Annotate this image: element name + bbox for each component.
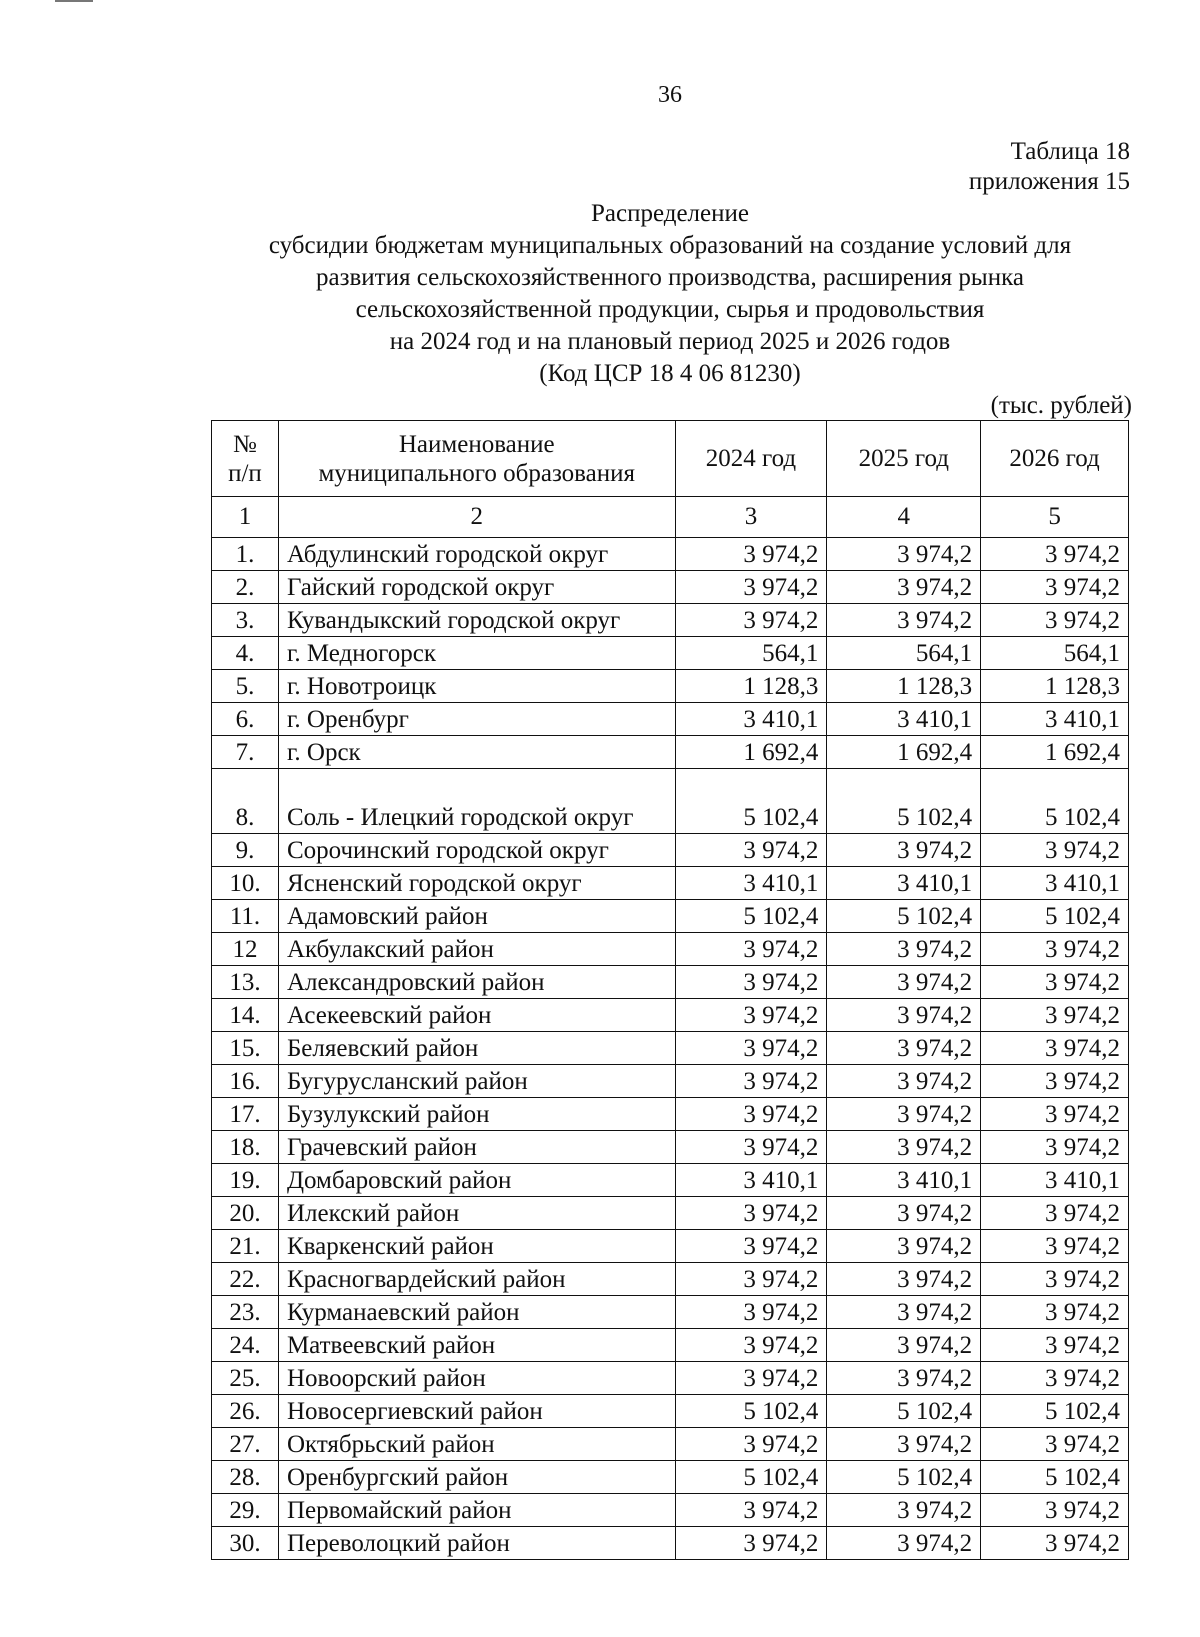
table-row [212, 834, 1129, 867]
value-2026: 3 974,2 [981, 1329, 1129, 1362]
value-2025: 5 102,4 [827, 769, 981, 834]
municipality-name: г. Новотроицк [278, 670, 675, 703]
municipality-name: Первомайский район [278, 1494, 675, 1527]
value-2024: 5 102,4 [675, 769, 827, 834]
value-2025: 5 102,4 [827, 900, 981, 933]
table-row [212, 966, 1129, 999]
value-2025: 3 974,2 [827, 933, 981, 966]
value-2024: 3 974,2 [675, 1527, 827, 1560]
municipality-name: Гайский городской округ [278, 571, 675, 604]
table-row [212, 900, 1129, 933]
municipality-name: Красногвардейский район [278, 1263, 675, 1296]
header-name: Наименование муниципального образования [278, 421, 675, 497]
page-number: 36 [658, 82, 682, 108]
row-number: 22. [212, 1263, 279, 1296]
title-line: сельскохозяйственной продукции, сырья и продовольствия [355, 296, 985, 323]
title-line: развития сельскохозяйственного производства, расширения рынка [316, 264, 1024, 291]
value-2026: 5 102,4 [981, 1395, 1129, 1428]
value-2024: 3 974,2 [675, 1362, 827, 1395]
value-2025: 3 410,1 [827, 703, 981, 736]
row-number: 19. [212, 1164, 279, 1197]
value-2024: 5 102,4 [675, 1395, 827, 1428]
column-number: 4 [827, 497, 981, 538]
row-number: 21. [212, 1230, 279, 1263]
row-number: 16. [212, 1065, 279, 1098]
value-2026: 1 128,3 [981, 670, 1129, 703]
value-2024: 3 974,2 [675, 1494, 827, 1527]
value-2026: 3 974,2 [981, 1098, 1129, 1131]
value-2026: 5 102,4 [981, 900, 1129, 933]
value-2026: 3 974,2 [981, 604, 1129, 637]
header-row [212, 421, 1129, 497]
value-2024: 3 974,2 [675, 1230, 827, 1263]
row-number: 3. [212, 604, 279, 637]
value-2026: 3 410,1 [981, 867, 1129, 900]
municipality-name: Бузулукский район [278, 1098, 675, 1131]
value-2024: 3 410,1 [675, 867, 827, 900]
row-number: 30. [212, 1527, 279, 1560]
row-number: 17. [212, 1098, 279, 1131]
value-2026: 3 410,1 [981, 1164, 1129, 1197]
row-number: 6. [212, 703, 279, 736]
value-2026: 3 974,2 [981, 1263, 1129, 1296]
municipality-name: Адамовский район [278, 900, 675, 933]
column-number: 3 [675, 497, 827, 538]
value-2025: 3 974,2 [827, 1065, 981, 1098]
column-number: 1 [212, 497, 279, 538]
value-2026: 3 974,2 [981, 1197, 1129, 1230]
value-2025: 3 974,2 [827, 1197, 981, 1230]
row-number: 15. [212, 1032, 279, 1065]
value-2025: 3 974,2 [827, 604, 981, 637]
header-2024: 2024 год [675, 421, 827, 497]
municipality-name: Абдулинский городской округ [278, 538, 675, 571]
header-no: № п/п [212, 421, 279, 497]
municipality-name: Домбаровский район [278, 1164, 675, 1197]
value-2025: 5 102,4 [827, 1395, 981, 1428]
value-2026: 5 102,4 [981, 769, 1129, 834]
table-row [212, 1461, 1129, 1494]
value-2024: 3 974,2 [675, 1098, 827, 1131]
table-row [212, 1032, 1129, 1065]
value-2024: 1 692,4 [675, 736, 827, 769]
value-2025: 3 974,2 [827, 1032, 981, 1065]
value-2024: 3 974,2 [675, 966, 827, 999]
header-2026: 2026 год [981, 421, 1129, 497]
value-2024: 3 974,2 [675, 1263, 827, 1296]
municipality-name: Александровский район [278, 966, 675, 999]
municipality-name: Акбулакский район [278, 933, 675, 966]
subsidy-table [211, 420, 1129, 1560]
value-2024: 3 974,2 [675, 1329, 827, 1362]
value-2024: 5 102,4 [675, 1461, 827, 1494]
municipality-name: г. Медногорск [278, 637, 675, 670]
table-row [212, 1230, 1129, 1263]
table-row [212, 538, 1129, 571]
value-2025: 3 974,2 [827, 834, 981, 867]
municipality-name: Грачевский район [278, 1131, 675, 1164]
municipality-name: г. Орск [278, 736, 675, 769]
row-number: 13. [212, 966, 279, 999]
column-number: 5 [981, 497, 1129, 538]
value-2024: 3 410,1 [675, 703, 827, 736]
column-number-row [212, 497, 1129, 538]
value-2026: 3 974,2 [981, 1065, 1129, 1098]
value-2026: 3 974,2 [981, 1296, 1129, 1329]
table-row [212, 769, 1129, 834]
value-2025: 564,1 [827, 637, 981, 670]
row-number: 29. [212, 1494, 279, 1527]
value-2025: 3 410,1 [827, 1164, 981, 1197]
municipality-name: Асекеевский район [278, 999, 675, 1032]
value-2024: 3 974,2 [675, 538, 827, 571]
value-2026: 3 974,2 [981, 1131, 1129, 1164]
row-number: 28. [212, 1461, 279, 1494]
value-2025: 3 974,2 [827, 538, 981, 571]
municipality-name: Илекский район [278, 1197, 675, 1230]
row-number: 14. [212, 999, 279, 1032]
value-2026: 3 974,2 [981, 966, 1129, 999]
title-line: (Код ЦСР 18 4 06 81230) [539, 360, 801, 387]
value-2024: 5 102,4 [675, 900, 827, 933]
value-2025: 3 974,2 [827, 1263, 981, 1296]
municipality-name: Соль - Илецкий городской округ [278, 769, 675, 834]
table-row [212, 1296, 1129, 1329]
row-number: 5. [212, 670, 279, 703]
value-2026: 3 974,2 [981, 1527, 1129, 1560]
value-2024: 3 974,2 [675, 571, 827, 604]
row-number: 4. [212, 637, 279, 670]
value-2025: 3 974,2 [827, 1494, 981, 1527]
title-line: субсидии бюджетам муниципальных образований на создание условий для [268, 232, 1072, 259]
row-number: 8. [212, 769, 279, 834]
document-title [200, 198, 1140, 390]
value-2025: 3 974,2 [827, 1098, 981, 1131]
table-row [212, 1263, 1129, 1296]
value-2026: 3 974,2 [981, 1494, 1129, 1527]
value-2026: 3 974,2 [981, 1230, 1129, 1263]
table-row [212, 933, 1129, 966]
value-2024: 3 974,2 [675, 1032, 827, 1065]
value-2026: 3 974,2 [981, 1362, 1129, 1395]
municipality-name: Кувандыкский городской округ [278, 604, 675, 637]
value-2026: 5 102,4 [981, 1461, 1129, 1494]
municipality-name: Новоорский район [278, 1362, 675, 1395]
row-number: 2. [212, 571, 279, 604]
table-row [212, 670, 1129, 703]
value-2026: 3 974,2 [981, 1032, 1129, 1065]
value-2024: 1 128,3 [675, 670, 827, 703]
units-label: (тыс. рублей) [990, 392, 1132, 419]
table-row [212, 637, 1129, 670]
value-2026: 564,1 [981, 637, 1129, 670]
row-number: 9. [212, 834, 279, 867]
scan-artifact [55, 0, 93, 2]
table-row [212, 1197, 1129, 1230]
table-row [212, 867, 1129, 900]
value-2025: 3 974,2 [827, 966, 981, 999]
appendix-label: приложения 15 [968, 168, 1130, 195]
table-row [212, 571, 1129, 604]
row-number: 11. [212, 900, 279, 933]
value-2024: 3 974,2 [675, 1197, 827, 1230]
municipality-name: Беляевский район [278, 1032, 675, 1065]
value-2025: 3 974,2 [827, 1230, 981, 1263]
municipality-name: Кваркенский район [278, 1230, 675, 1263]
value-2025: 3 974,2 [827, 1527, 981, 1560]
municipality-name: Курманаевский район [278, 1296, 675, 1329]
value-2026: 3 974,2 [981, 834, 1129, 867]
value-2025: 3 974,2 [827, 1428, 981, 1461]
column-number: 2 [278, 497, 675, 538]
value-2025: 3 974,2 [827, 1329, 981, 1362]
table-row [212, 1428, 1129, 1461]
value-2025: 3 974,2 [827, 1362, 981, 1395]
table-row [212, 1527, 1129, 1560]
value-2024: 3 974,2 [675, 999, 827, 1032]
table-label: Таблица 18 [1010, 138, 1130, 165]
table-row [212, 736, 1129, 769]
table-row [212, 1065, 1129, 1098]
row-number: 26. [212, 1395, 279, 1428]
table-row [212, 999, 1129, 1032]
row-number: 24. [212, 1329, 279, 1362]
municipality-name: Матвеевский район [278, 1329, 675, 1362]
row-number: 7. [212, 736, 279, 769]
municipality-name: г. Оренбург [278, 703, 675, 736]
table-row [212, 703, 1129, 736]
value-2024: 3 974,2 [675, 933, 827, 966]
table-row [212, 604, 1129, 637]
table-row [212, 1494, 1129, 1527]
value-2025: 3 974,2 [827, 1131, 981, 1164]
title-line: на 2024 год и на плановый период 2025 и 2026 годов [389, 328, 951, 355]
row-number: 25. [212, 1362, 279, 1395]
row-number: 12 [212, 933, 279, 966]
value-2025: 5 102,4 [827, 1461, 981, 1494]
table-row [212, 1098, 1129, 1131]
value-2024: 3 974,2 [675, 604, 827, 637]
municipality-name: Бугурусланский район [278, 1065, 675, 1098]
row-number: 1. [212, 538, 279, 571]
municipality-name: Октябрьский район [278, 1428, 675, 1461]
value-2024: 3 974,2 [675, 1296, 827, 1329]
value-2026: 3 410,1 [981, 703, 1129, 736]
municipality-name: Оренбургский район [278, 1461, 675, 1494]
table-row [212, 1329, 1129, 1362]
value-2025: 1 128,3 [827, 670, 981, 703]
row-number: 18. [212, 1131, 279, 1164]
value-2024: 3 974,2 [675, 834, 827, 867]
municipality-name: Сорочинский городской округ [278, 834, 675, 867]
municipality-name: Ясненский городской округ [278, 867, 675, 900]
value-2026: 3 974,2 [981, 933, 1129, 966]
table-row [212, 1362, 1129, 1395]
value-2025: 1 692,4 [827, 736, 981, 769]
table-row [212, 1131, 1129, 1164]
value-2026: 3 974,2 [981, 999, 1129, 1032]
value-2026: 1 692,4 [981, 736, 1129, 769]
value-2024: 3 410,1 [675, 1164, 827, 1197]
value-2026: 3 974,2 [981, 1428, 1129, 1461]
value-2026: 3 974,2 [981, 538, 1129, 571]
value-2025: 3 974,2 [827, 1296, 981, 1329]
table-row [212, 1395, 1129, 1428]
value-2026: 3 974,2 [981, 571, 1129, 604]
value-2025: 3 410,1 [827, 867, 981, 900]
value-2024: 3 974,2 [675, 1428, 827, 1461]
row-number: 10. [212, 867, 279, 900]
value-2025: 3 974,2 [827, 999, 981, 1032]
row-number: 20. [212, 1197, 279, 1230]
row-number: 23. [212, 1296, 279, 1329]
table-row [212, 1164, 1129, 1197]
municipality-name: Новосергиевский район [278, 1395, 675, 1428]
value-2024: 3 974,2 [675, 1131, 827, 1164]
title-line: Распределение [591, 200, 749, 227]
value-2024: 564,1 [675, 637, 827, 670]
municipality-name: Переволоцкий район [278, 1527, 675, 1560]
value-2025: 3 974,2 [827, 571, 981, 604]
value-2024: 3 974,2 [675, 1065, 827, 1098]
header-2025: 2025 год [827, 421, 981, 497]
row-number: 27. [212, 1428, 279, 1461]
